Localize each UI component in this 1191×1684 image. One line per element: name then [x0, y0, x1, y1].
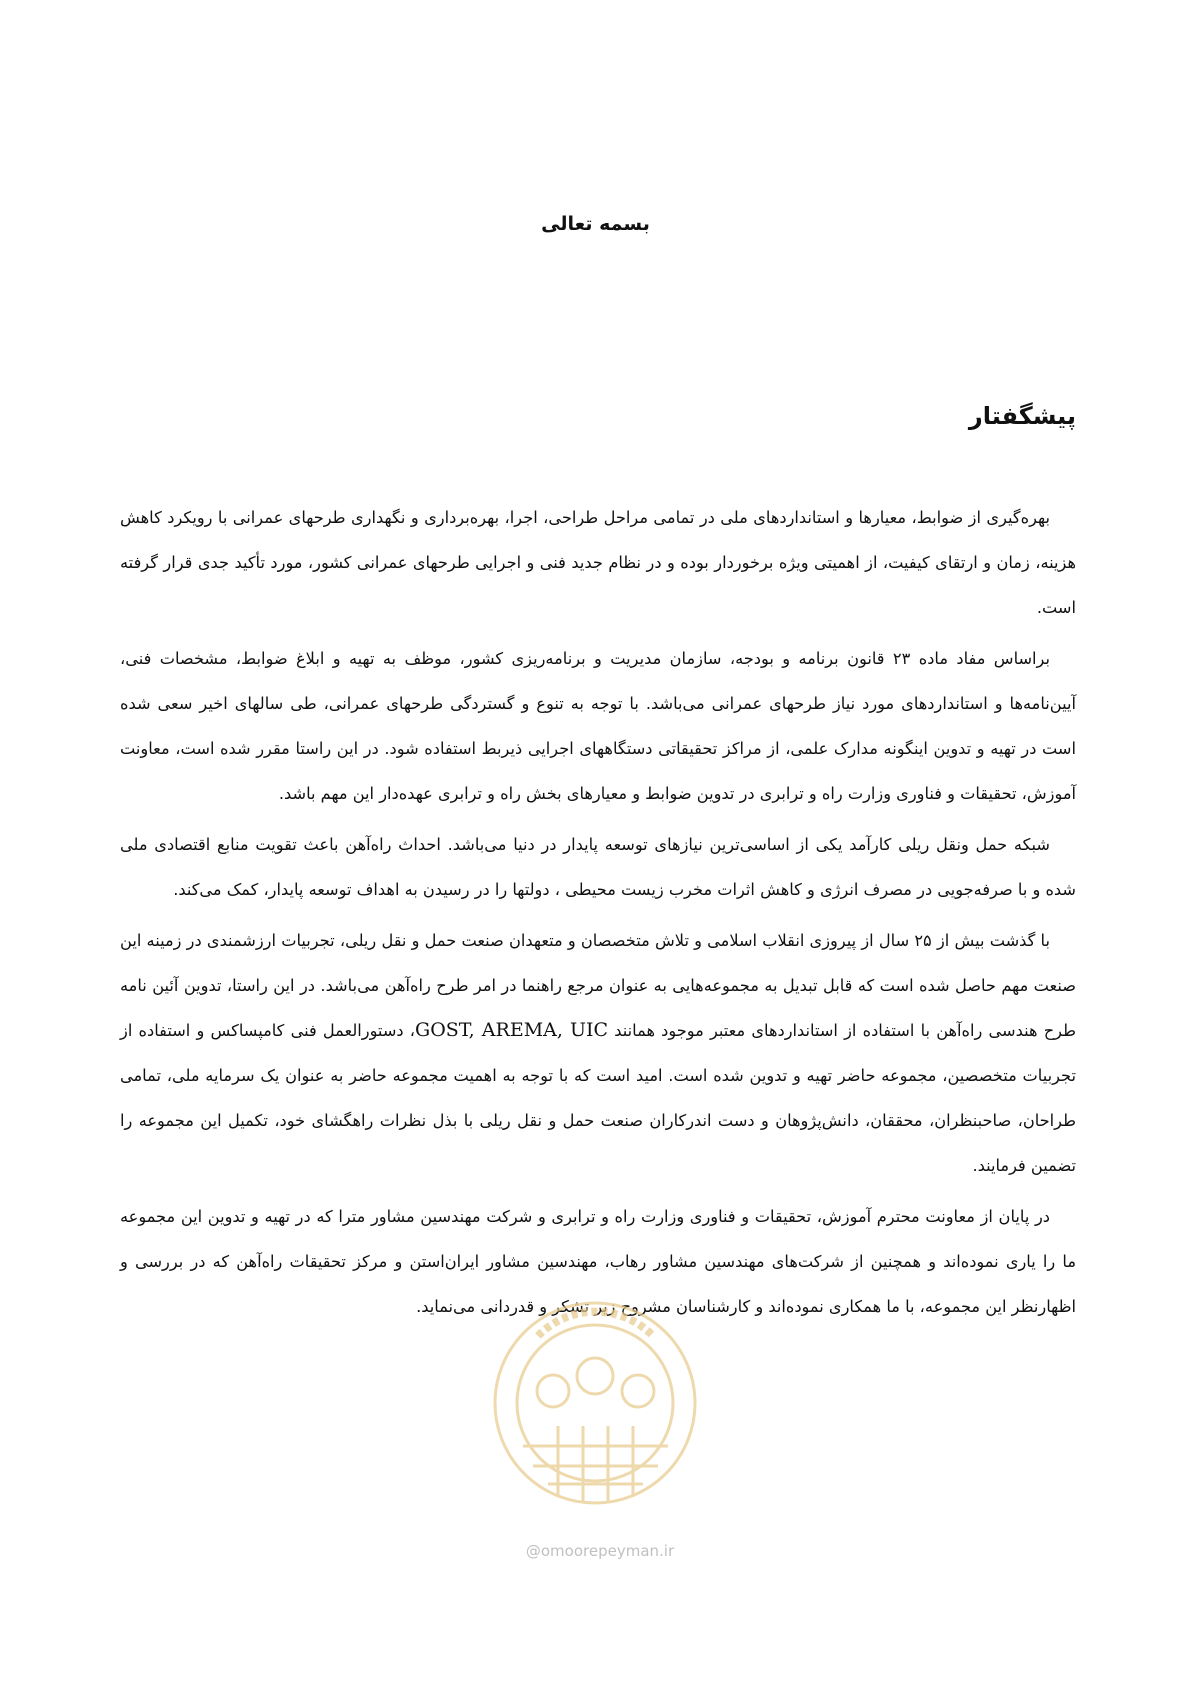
section-title: پیشگفتار: [968, 402, 1076, 430]
body-text: [120, 495, 1076, 1335]
paragraph-1: بهره‌گیری از ضوابط، معیارها و استانداردهای ملی در تمامی مراحل طراحی، اجرا، بهره‌برداری و نگهداری طرحهای عمرانی با رویکرد کاهش هزینه، زمان و ارتقای کیفیت، از اهمیتی ویژه برخوردار بوده و در نظام جدید فنی و اجرایی طرحهای عمرانی کشور، مورد تأکید جدی قرار گرفته است.: [120, 508, 1076, 617]
paragraph-3: شبکه حمل ونقل ریلی کارآمد یکی از اساسی‌ترین نیازهای توسعه پایدار در دنیا می‌باشد. احداث راه‌آهن باعث تقویت منابع اقتصادی ملی شده و با صرفه‌جویی در مصرف انرژی و کاهش اثرات مخرب زیست محیطی ، دولتها را در رسیدن به اهداف توسعه پایدار، کمک می‌کند.: [120, 835, 1076, 899]
standards-list: GOST, AREMA, UIC: [415, 1019, 609, 1041]
page-heading: بسمه تعالی: [541, 213, 650, 235]
paragraph-4-text: با گذشت بیش از ۲۵ سال از پیروزی انقلاب اسلامی و تلاش متخصصان و متعهدان صنعت حمل و نقل ریلی، تجربیات ارزشمندی در زمینه این صنعت مهم حاصل شده است که قابل تبدیل به مجموعه‌هایی به عنوان مرجع راهنما در امر طرح راه‌آهن می‌باشد. در این راستا، تدوین آئین نامه طرح هندسی راه‌آهن با استفاده از استانداردهای معتبر موجود همانند: [120, 931, 1076, 1040]
watermark-caption: @omoorepeyman.ir: [525, 1542, 675, 1560]
paragraph-5-text: توجه به اهمیت مجموعه حاضر به عنوان یک سرمایه ملی، تمامی طراحان، صاحبنظران، محققان، دانش‌پژوهان و دست اندرکاران صنعت حمل و نقل ریلی با بذل نظرات راهگشای خود، تکمیل این مجموعه را تضمین فرمایند.: [120, 1066, 1076, 1175]
paragraph-2: براساس مفاد ماده ۲۳ قانون برنامه و بودجه، سازمان مدیریت و برنامه‌ریزی کشور، موظف به تهیه و ابلاغ ضوابط، مشخصات فنی، آیین‌نامه‌ها و استانداردهای مورد نیاز طرحهای عمرانی می‌باشد. با توجه به تنوع و گستردگی طرحهای عمرانی، طی سالهای اخیر سعی شده است در تهیه و تدوین اینگونه مدارک علمی، از مراکز تحقیقاتی دستگاههای اجرایی ذیربط استفاده شود. در این راستا مقرر شده است، معاونت آموزش، تحقیقات و فناوری وزارت راه و ترابری در تدوین ضوابط و معیارهای بخش راه و ترابری عهده‌دار این مهم باشد.: [120, 649, 1076, 803]
paragraph-4-tail: ، دستورالعمل فنی کامپساکس و استفاده از تجربیات متخصصین، مجموعه حاضر تهیه و تدوین شده است. امید است که با: [120, 1021, 1076, 1085]
paragraph-4: [120, 918, 1076, 1188]
paragraph-6: در پایان از معاونت محترم آموزش، تحقیقات و فناوری وزارت راه و ترابری و شرکت مهندسین مشاور مترا که در تهیه و تدوین این مجموعه ما را یاری نموده‌اند و همچنین از شرکت‌های مهندسین مشاور رهاب، مهندسین مشاور ایران‌استن و مرکز تحقیقات راه‌آهن که در بررسی و اظهارنظر این مجموعه، با ما همکاری نموده‌اند و کارشناسان مشروح زیر تشکر و قدردانی می‌نماید.: [120, 1207, 1076, 1316]
